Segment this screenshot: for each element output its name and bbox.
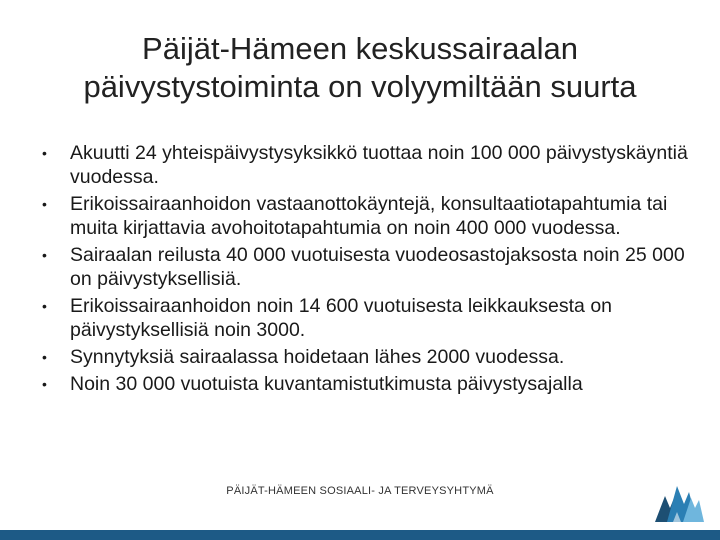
bottom-accent-bar [0,530,720,540]
bullet-marker: • [42,349,47,365]
bullet-text: Sairaalan reilusta 40 000 vuotuisesta vuodeosastojaksosta noin 25 000 on päivystyksellisiä. [70,244,685,290]
slide-title-line-1: Päijät-Hämeen keskussairaalan [142,31,578,66]
bullet-item [40,345,690,369]
bullet-item [40,192,690,240]
bullet-list [40,141,690,399]
mountain-trees-logo-icon [653,478,705,524]
organization-footer: PÄIJÄT-HÄMEEN SOSIAALI- JA TERVEYSYHTYMÄ [226,485,494,497]
bullet-text: Erikoissairaanhoidon noin 14 600 vuotuisesta leikkauksesta on päivystyksellisiä noin 3000. [70,295,613,341]
slide-title [40,30,680,106]
bullet-marker: • [42,298,47,314]
bullet-marker: • [42,196,47,212]
bullet-text: Erikoissairaanhoidon vastaanottokäyntejä, konsultaatiotapahtumia tai muita kirjattavia avohoitotapahtumia on noin 400 000 vuodessa. [70,193,668,239]
bullet-marker: • [42,247,47,263]
bullet-text: Synnytyksiä sairaalassa hoidetaan lähes 2000 vuodessa. [70,346,565,368]
bullet-marker: • [42,145,47,161]
bullet-item [40,243,690,291]
bullet-item [40,294,690,342]
bullet-marker: • [42,376,47,392]
bullet-text: Noin 30 000 vuotuista kuvantamistutkimusta päivystysajalla [70,373,583,395]
slide-title-line-2: päivystystoiminta on volyymiltään suurta [83,69,637,104]
bullet-text: Akuutti 24 yhteispäivystysyksikkö tuottaa noin 100 000 päivystyskäyntiä vuodessa. [70,142,688,188]
bullet-item [40,372,690,396]
bullet-item [40,141,690,189]
